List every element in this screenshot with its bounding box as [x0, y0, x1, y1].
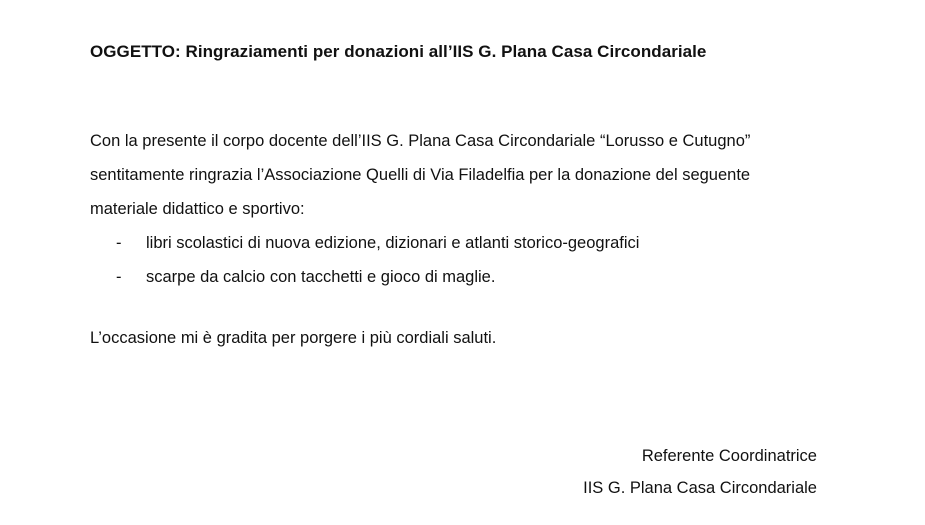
signature-block [583, 440, 817, 504]
body-line: Con la presente il corpo docente dell’IIS G. Plana Casa Circondariale “Lorusso e Cutugno” [90, 132, 751, 150]
list-item-text: libri scolastici di nuova edizione, dizionari e atlanti storico-geografici [146, 234, 640, 252]
donation-list [116, 226, 639, 294]
list-item [116, 260, 639, 294]
closing-greeting: L’occasione mi è gradita per porgere i più cordiali saluti. [90, 329, 497, 347]
letter-subject: OGGETTO: Ringraziamenti per donazioni all’IIS G. Plana Casa Circondariale [90, 42, 707, 61]
body-line: materiale didattico e sportivo: [90, 200, 305, 218]
signature-role: Referente Coordinatrice [641, 447, 817, 465]
body-line: sentitamente ringrazia l’Associazione Quelli di Via Filadelfia per la donazione del seguente [90, 166, 751, 184]
list-item [116, 226, 639, 260]
letter-body [90, 124, 890, 226]
list-item-text: scarpe da calcio con tacchetti e gioco di maglie. [146, 268, 496, 286]
list-bullet: - [116, 234, 122, 252]
signature-institution: IIS G. Plana Casa Circondariale [583, 479, 817, 497]
list-bullet: - [116, 268, 122, 286]
